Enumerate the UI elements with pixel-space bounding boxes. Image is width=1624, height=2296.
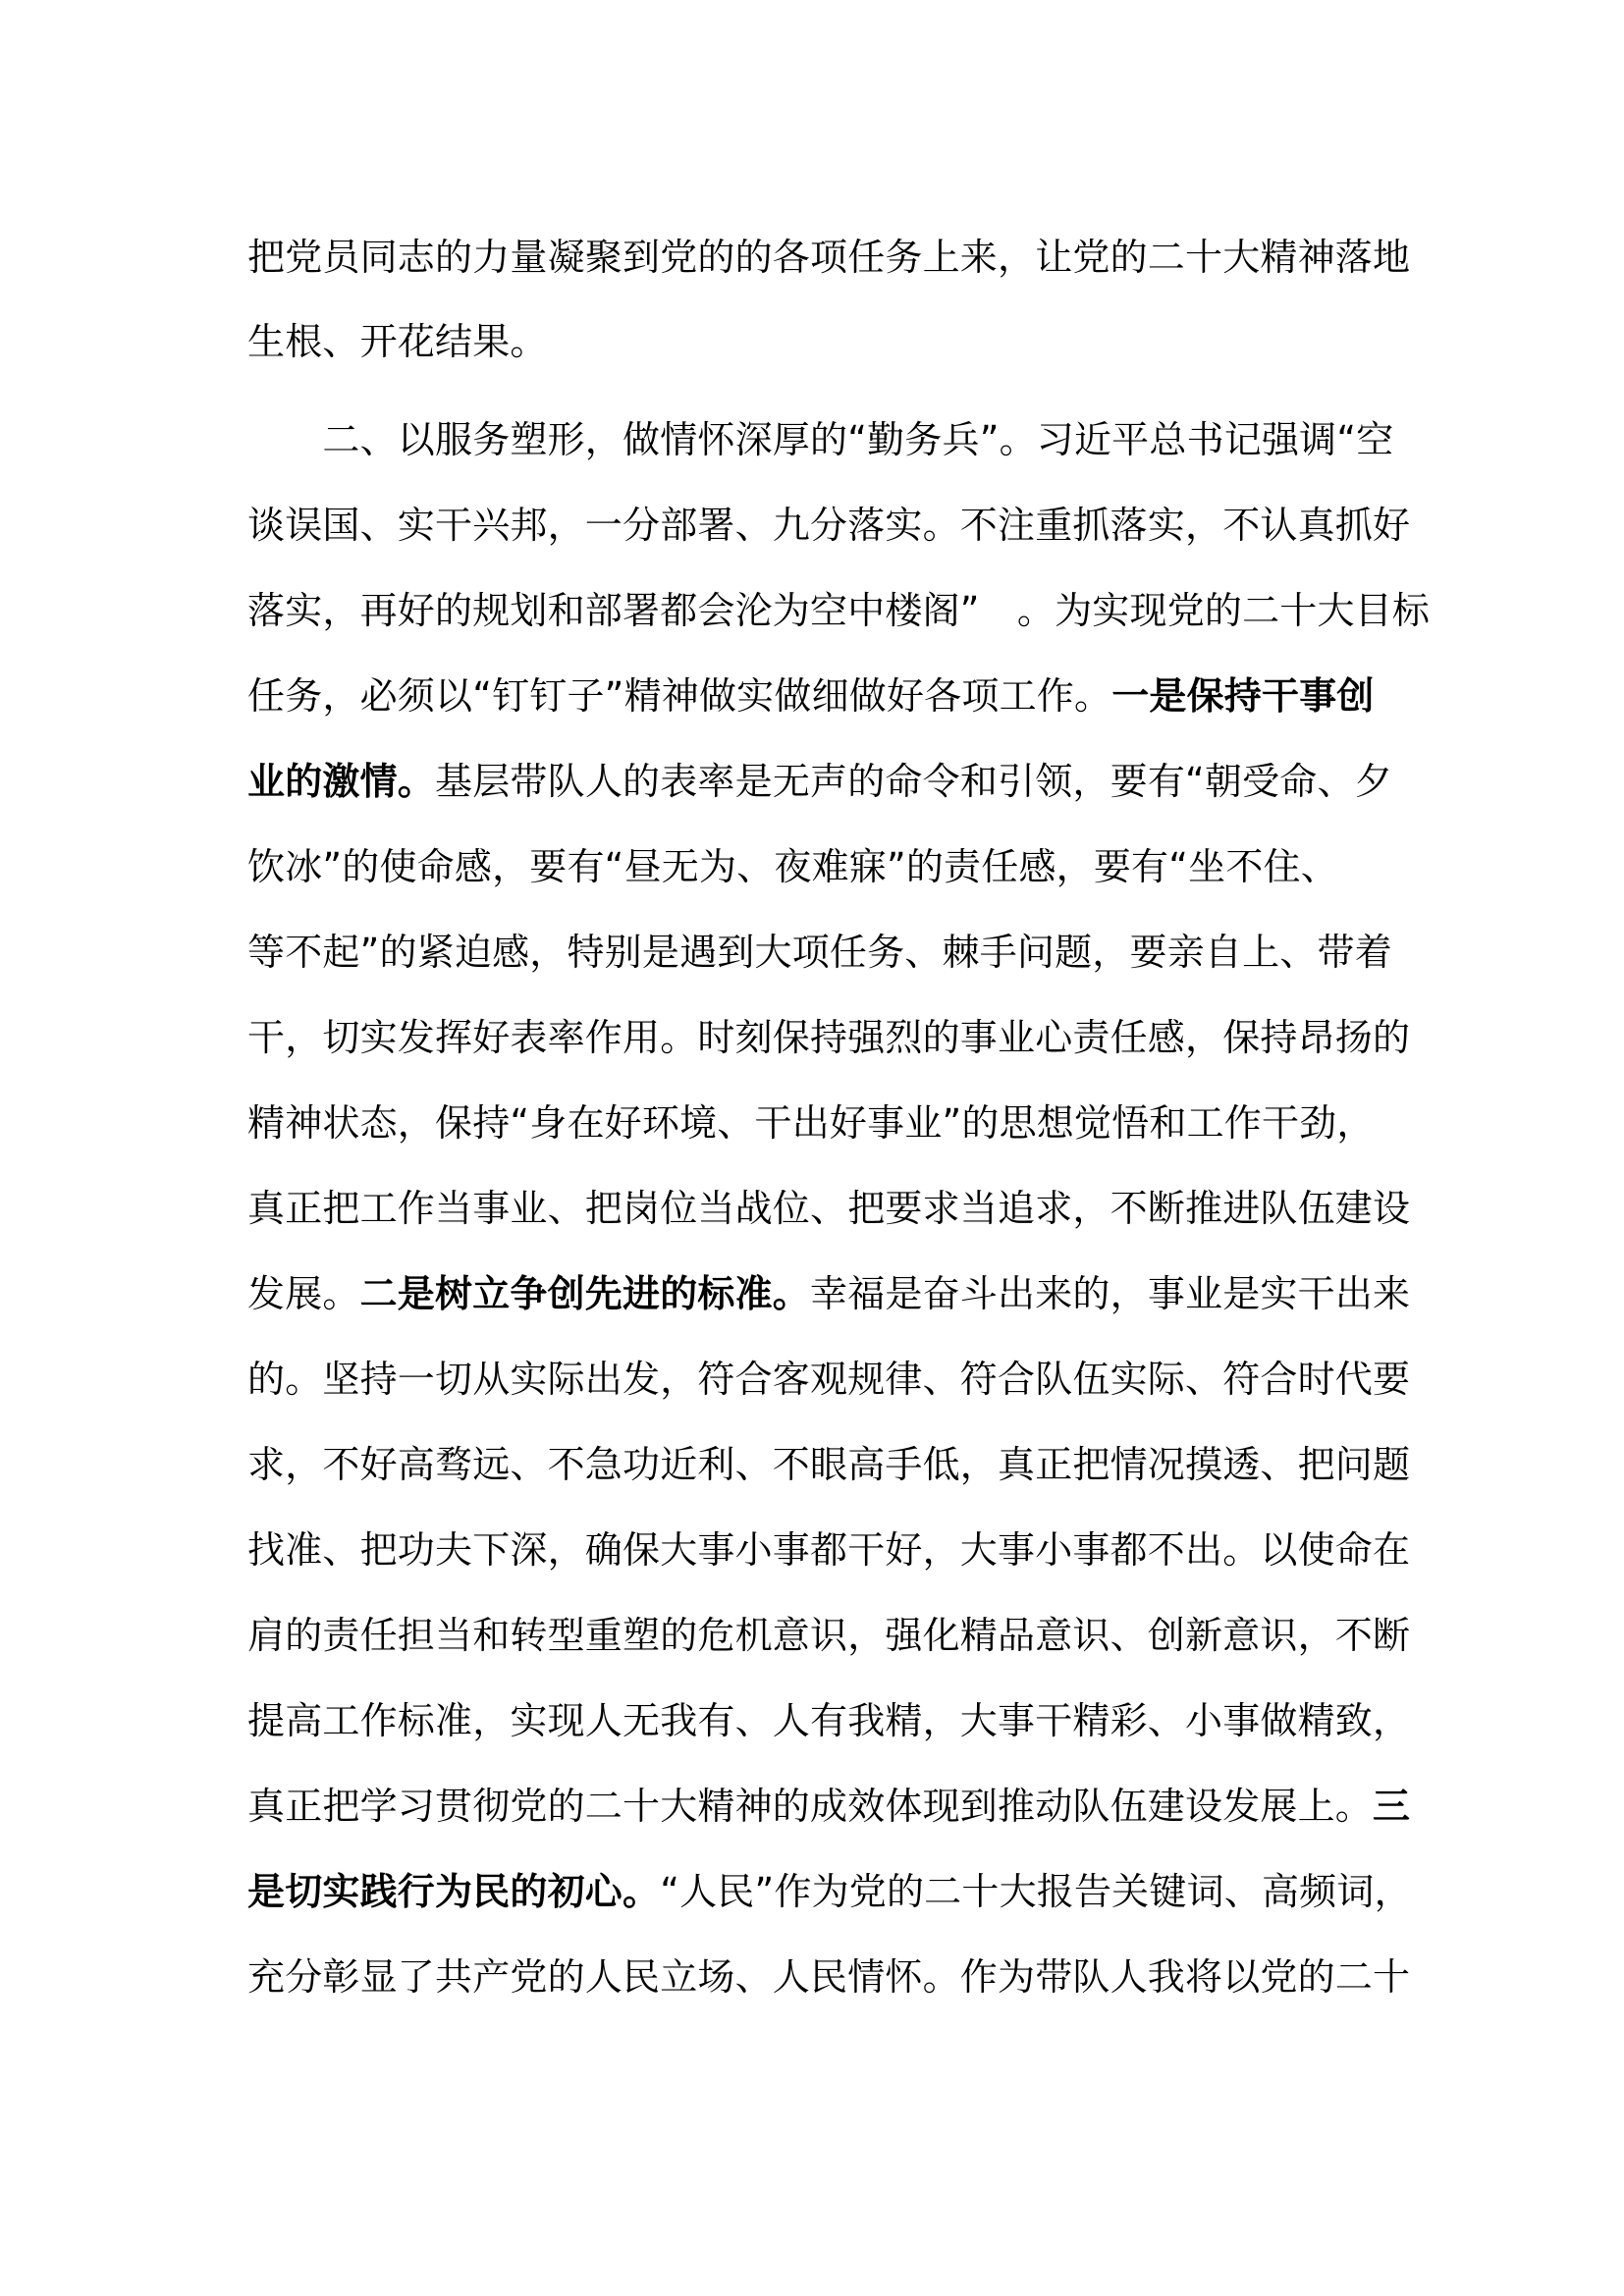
text-line-14 [247, 1350, 1411, 1409]
text-run: 找准、把功夫下深，确保大事小事都干好，大事小事都不出。以使命在 [247, 1528, 1411, 1572]
text-line-15 [247, 1435, 1411, 1494]
text-run: 二、以服务塑形，做情怀深厚的“勤务兵”。习近平总书记强调“空 [247, 418, 1394, 461]
text-line-17 [247, 1606, 1411, 1665]
text-line-1 [247, 228, 1411, 287]
text-run: 干，切实发挥好表率作用。时刻保持强烈的事业心责任感，保持昂扬的 [247, 1016, 1411, 1059]
text-line-10 [247, 1008, 1411, 1067]
text-run: 任务，必须以“钉钉子”精神做实做细做好各项工作。 [247, 674, 1112, 718]
text-run: 生根、开花结果。 [247, 320, 548, 363]
bold-text-run: 二是树立争创先进的标准。 [359, 1272, 811, 1315]
bold-text-run: 三 [1373, 1785, 1411, 1828]
text-line-6 [247, 667, 1396, 725]
text-run: 真正把学习贯彻党的二十大精神的成效体现到推动队伍建设发展上。 [247, 1785, 1374, 1828]
bold-text-run: 业的激情。 [247, 760, 436, 803]
text-line-4 [247, 496, 1411, 555]
text-line-11 [247, 1094, 1396, 1152]
bold-text-run: 一是保持干事创 [1111, 674, 1375, 718]
text-run: 等不起”的紧迫感，特别是遇到大项任务、棘手问题，要亲自上、带着 [247, 931, 1392, 974]
text-run: 充分彰显了共产党的人民立场、人民情怀。作为带队人我将以党的二十 [247, 1955, 1411, 1999]
text-line-12 [247, 1179, 1411, 1238]
bold-text-run: 是切实践行为民的初心。 [247, 1870, 661, 1913]
text-line-21 [247, 1948, 1411, 2006]
text-run: 幸福是奋斗出来的，事业是实干出来 [810, 1272, 1411, 1315]
text-run: 谈误国、实干兴邦，一分部署、九分落实。不注重抓落实，不认真抓好 [247, 504, 1411, 547]
text-run: 饮冰”的使命感，要有“昼无为、夜难寐”的责任感，要有“坐不住、 [247, 845, 1338, 888]
text-line-2 [247, 312, 1396, 371]
text-line-7 [247, 752, 1396, 811]
text-line-16 [247, 1521, 1411, 1579]
text-run: 的。坚持一切从实际出发，符合客观规律、符合队伍实际、符合时代要 [247, 1358, 1411, 1401]
text-run: 把党员同志的力量凝聚到党的的各项任务上来，让党的二十大精神落地 [247, 236, 1411, 279]
text-line-19 [247, 1777, 1411, 1836]
text-line-18 [247, 1691, 1411, 1750]
text-line-8 [247, 837, 1396, 896]
text-line-20 [247, 1862, 1412, 1921]
text-run: 发展。 [247, 1272, 360, 1315]
text-line-3 [247, 410, 1396, 469]
text-run: 求，不好高骛远、不急功近利、不眼高手低，真正把情况摸透、把问题 [247, 1443, 1411, 1486]
text-run: 真正把工作当事业、把岗位当战位、把要求当追求，不断推进队伍建设 [247, 1187, 1411, 1230]
text-line-9 [247, 923, 1396, 982]
text-line-13 [247, 1264, 1411, 1323]
text-run: 落实，再好的规划和部署都会沦为空中楼阁” 。为实现党的二十大目标 [247, 589, 1431, 632]
text-line-5 [247, 581, 1431, 640]
text-run: 精神状态，保持“身在好环境、干出好事业”的思想觉悟和工作干劲， [247, 1101, 1375, 1145]
text-run: 提高工作标准，实现人无我有、人有我精，大事干精彩、小事做精致， [247, 1699, 1411, 1742]
text-run: 肩的责任担当和转型重塑的危机意识，强化精品意识、创新意识，不断 [247, 1614, 1411, 1657]
text-run: 基层带队人的表率是无声的命令和引领，要有“朝受命、夕 [435, 760, 1392, 803]
text-run: “人民”作为党的二十大报告关键词、高频词， [660, 1870, 1412, 1913]
